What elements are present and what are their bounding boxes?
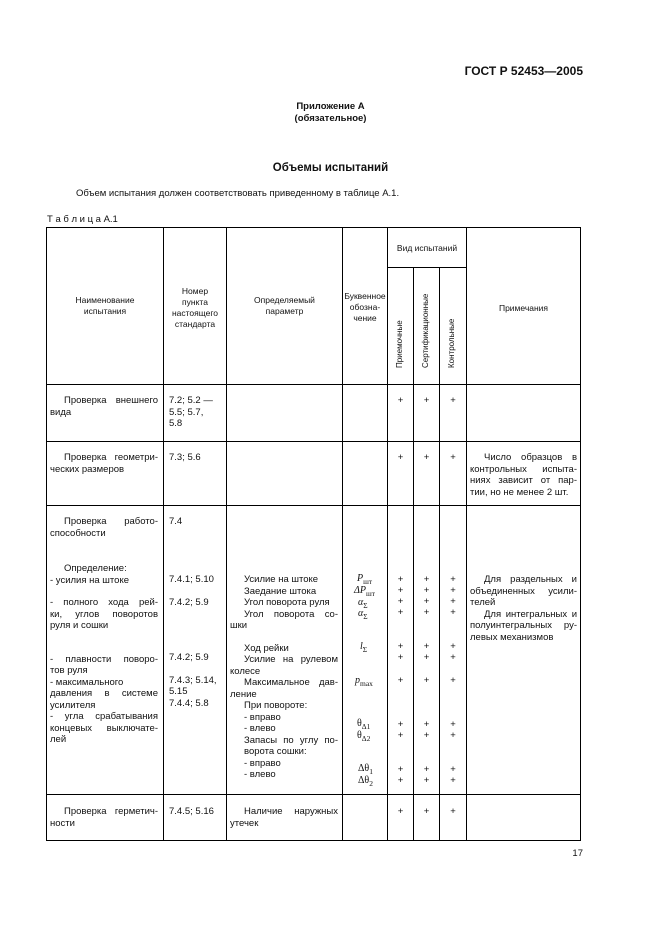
plus-mark: + [450,719,456,730]
section-title: Объемы испытаний [272,162,389,174]
plus-mark: + [397,452,404,463]
standard-number: ГОСТ Р 52453—2005 [464,64,583,78]
row-function-parameters: Усилие на штоке Заедание штока Угол поворота руля Угол поворота со- шки Ход рейки Усилие на рулевом колесе Максимальное дав- ление При повороте: - вправо - влево Запасы по углу по- ворота сошки: - вправо - влево [230,574,338,780]
row-function-notes: Для раздельных и объединенных усили- телей Для интегральных и полуинтегральных ру- левых механизмов [470,574,577,643]
plus-mark: + [450,730,456,741]
page-number: 17 [572,848,583,859]
row-geometry-name: Проверка геометри- ческих размеров [50,452,158,475]
header-test-types: Вид испытаний [396,243,458,253]
plus-mark: + [397,607,404,618]
plus-mark: + [397,395,404,406]
symbol-theta-1: $\theta_{\Delta 1}$ [357,718,371,731]
plus-mark: + [450,641,456,652]
plus-mark: + [450,806,456,817]
plus-mark: + [450,596,456,607]
plus-mark: + [423,585,430,596]
header-test-name: Наименование испытания [75,295,135,316]
row-function-name: Проверка работо- способности [50,516,158,539]
symbol-theta-2: $\theta_{\Delta 2}$ [357,730,371,743]
header-symbol: Буквенное обозна- чение [344,291,386,323]
appendix-title: Приложение А [296,101,365,112]
plus-mark: + [397,596,404,607]
plus-mark: + [423,652,430,663]
symbol-force-delta: $\Delta P_{шт}$ [354,585,376,598]
header-notes: Примечания [498,303,549,313]
symbol-alpha-1: $\alpha_\Sigma$ [358,597,368,610]
header-acceptance: Приемочные [395,320,404,368]
plus-mark: + [423,719,430,730]
plus-mark: + [423,395,430,406]
plus-mark: + [423,596,430,607]
row-sealing-clause: 7.4.5; 5.16 [169,806,214,817]
plus-mark: + [450,395,456,406]
row-geometry-clause: 7.3; 5.6 [169,452,201,463]
row-sealing-parameter: Наличие наружных утечек [230,806,338,829]
plus-mark: + [423,730,430,741]
plus-mark: + [450,574,456,585]
row-geometry-note: Число образцов в контрольных испыта- ниях зависит от пар- тии, но не менее 2 шт. [470,452,577,498]
plus-mark: + [397,764,404,775]
plus-mark: + [397,585,404,596]
header-certification: Сертификационные [421,293,430,368]
plus-mark: + [423,675,430,686]
plus-mark: + [397,775,404,786]
plus-mark: + [423,452,430,463]
plus-mark: + [423,775,430,786]
plus-mark: + [450,675,456,686]
plus-mark: + [397,675,404,686]
row-function-clauses: 7.4.1; 5.10 7.4.2; 5.9 7.4.2; 5.9 7.4.3; 5.14, 5.15 7.4.4; 5.8 [169,574,217,709]
plus-mark: + [450,607,456,618]
header-parameter: Определяемый параметр [254,295,315,316]
plus-mark: + [450,585,456,596]
row-appearance-clause: 7.2; 5.2 — 5.5; 5.7, 5.8 [169,395,213,429]
plus-mark: + [450,652,456,663]
plus-mark: + [423,641,430,652]
plus-mark: + [423,764,430,775]
plus-mark: + [450,764,456,775]
row-function-subitems: Определение: - усилия на штоке - полного хода рей- ки, углов поворотов руля и сошки - плавности поворо- тов руля - максимального давления в системе усилителя - угла срабатывания концевых выключате- лей [50,563,158,745]
plus-mark: + [397,641,404,652]
plus-mark: + [397,806,404,817]
symbol-pressure: $p_{max}$ [355,675,373,688]
row-sealing-name: Проверка герметич- ности [50,806,158,829]
plus-mark: + [423,607,430,618]
plus-mark: + [397,730,404,741]
plus-mark: + [397,574,404,585]
plus-mark: + [397,652,404,663]
section-intro: Объем испытания должен соответствовать приведенному в таблице А.1. [76,188,400,199]
symbol-dtheta-1: $\Delta\theta_1$ [358,763,373,776]
plus-mark: + [450,452,456,463]
plus-mark: + [423,806,430,817]
table-label: Т а б л и ц а А.1 [47,214,118,225]
row-appearance-name: Проверка внешнего вида [50,395,158,418]
plus-mark: + [450,775,456,786]
plus-mark: + [423,574,430,585]
symbol-dtheta-2: $\Delta\theta_2$ [358,775,373,788]
plus-mark: + [397,719,404,730]
symbol-stroke: $l_\Sigma$ [360,641,368,654]
header-clause: Номер пункта настоящего стандарта [171,286,219,329]
row-function-clause: 7.4 [169,516,183,527]
appendix-subtitle: (обязательное) [294,113,367,124]
header-control: Контрольные [447,318,456,368]
symbol-alpha-2: $\alpha_\Sigma$ [358,608,368,621]
symbol-force-rod: $P_{шт}$ [357,573,373,586]
